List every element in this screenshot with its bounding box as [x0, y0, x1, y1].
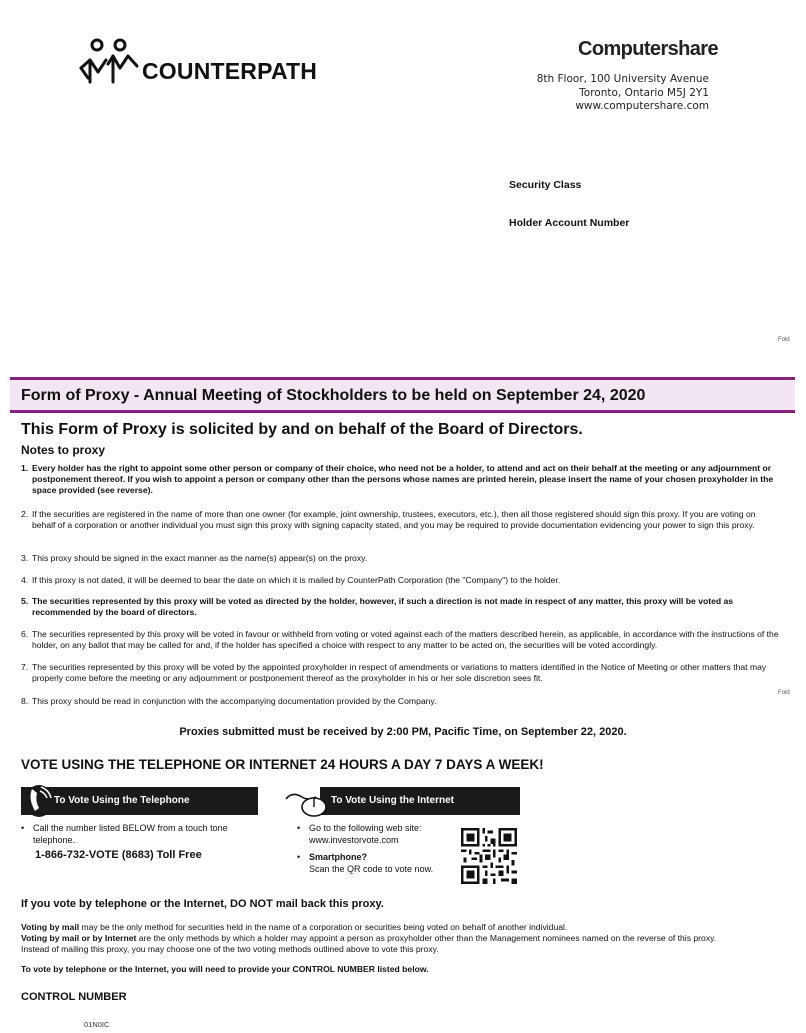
counterpath-logo: [78, 38, 318, 90]
control-number-heading: CONTROL NUMBER: [21, 991, 127, 1003]
telephone-vote-bar: [21, 787, 258, 815]
address-line-2: Toronto, Ontario M5J 2Y1: [579, 86, 709, 99]
smartphone-scan-text: Scan the QR code to vote now.: [309, 863, 434, 874]
qr-code-icon[interactable]: [461, 828, 517, 884]
note-item: 4. If this proxy is not dated, it will be deemed to bear the date on which it is mailed by CounterPath Corporation (the "Company") to the holder.: [21, 575, 561, 585]
solicitation-heading: This Form of Proxy is solicited by and on behalf of the Board of Directors.: [21, 421, 583, 438]
note-item: 2. If the securities are registered in the name of more than one owner (for example, joint ownership, trustees, executors, etc.), then all those registered should sign this proxy. If you are voting on behalf of a corporation or another individual you must sign this proxy with signing capacity stated, and you may be required to provide documentation evidencing your power to sign this proxy.: [21, 509, 756, 531]
telephone-bullet: • Call the number listed BELOW from a touch tone telephone.: [21, 823, 261, 846]
note-item: 3. This proxy should be signed in the exact manner as the name(s) appear(s) on the proxy.: [21, 553, 368, 563]
counterpath-figures-icon: [78, 38, 140, 90]
note-item: 1. Every holder has the right to appoint some other person or company of their choice, who need not be a holder, to attend and act on their behalf at the meeting or any adjournment or postponement thereof. If you wish to appoint a person or company other than the persons whose names are printed herein, please insert the name of your chosen proxyholder in the space provided (see reverse).: [21, 463, 774, 496]
computershare-logo: [578, 38, 719, 61]
note-item: 6. The securities represented by this proxy will be voted in favour or withheld from voting or voted against each of the matters described herein, as applicable, in accordance with the instructions of the holder, on any ballot that may be called for and, if the holder has specified a choice with respect to any matter to be acted on, the securities will be voted accordingly.: [21, 629, 779, 651]
internet-bullet: • Go to the following web site: www.investorvote.com: [297, 823, 422, 845]
security-class-label: Security Class: [509, 179, 582, 191]
smartphone-bullet: • Smartphone? Scan the QR code to vote now.: [297, 852, 434, 874]
telephone-vote-title: To Vote Using the Telephone: [54, 795, 190, 806]
deadline-notice: Proxies submitted must be received by 2:00 PM, Pacific Time, on September 22, 2020.: [179, 726, 627, 738]
vote-heading: VOTE USING THE TELEPHONE OR INTERNET 24 HOURS A DAY 7 DAYS A WEEK!: [21, 757, 544, 772]
mail-p2-text: are the only methods by which a holder may appoint a person as proxyholder other than the Management nominees named on the reverse of this proxy.: [136, 933, 717, 943]
fold-mark-middle: Fold: [778, 690, 790, 696]
address-line-1: 8th Floor, 100 University Avenue: [536, 73, 709, 85]
mail-p1-bold: Voting by mail: [21, 922, 80, 932]
mail-p3-text: Instead of mailing this proxy, you may choose one of the two voting methods outlined above to vote this proxy.: [21, 944, 439, 954]
form-title-band: [10, 377, 795, 413]
smartphone-label: Smartphone?: [309, 852, 368, 862]
computershare-address: [537, 73, 709, 114]
fold-mark-top: Fold: [778, 337, 790, 343]
notes-heading: Notes to proxy: [21, 443, 106, 457]
form-code: 01N0IC: [84, 1020, 110, 1029]
control-number-note: To vote by telephone or the Internet, you will need to provide your CONTROL NUMBER listed below.: [21, 964, 429, 974]
do-not-mail-heading: If you vote by telephone or the Internet, DO NOT mail back this proxy.: [21, 898, 384, 910]
counterpath-wordmark: COUNTERPATH: [142, 57, 318, 84]
mail-p1-text: may be the only method for securities held in the name of a corporation or securities being voted on behalf of another individual.: [79, 922, 568, 932]
internet-vote-bar: [280, 787, 520, 815]
internet-vote-title: To Vote Using the Internet: [331, 795, 454, 806]
investorvote-url[interactable]: www.investorvote.com: [309, 834, 399, 845]
holder-account-label: Holder Account Number: [509, 217, 630, 229]
computershare-wordmark: Computershare: [578, 38, 719, 60]
note-item: 7. The securities represented by this proxy will be voted by the appointed proxyholder in respect of amendments or variations to matters identified in the Notice of Meeting or other matters that may properly come before the meeting or any adjournment or postponement thereof as the proxyholder in his or her sole discretion sees fit.: [21, 662, 767, 684]
note-item: 5. The securities represented by this proxy will be voted as directed by the holder, however, if such a direction is not made in respect of any matter, this proxy will be voted as recommended by the board of directors.: [21, 596, 734, 618]
note-item: 8. This proxy should be read in conjunction with the accompanying documentation provided by the Company.: [21, 696, 437, 706]
internet-goto-text: Go to the following web site:: [309, 823, 422, 833]
telephone-call-text: Call the number listed BELOW from a touch tone telephone.: [33, 823, 228, 845]
telephone-icon: [23, 781, 57, 822]
mouse-icon: [282, 789, 330, 824]
form-title: Form of Proxy - Annual Meeting of Stockholders to be held on September 24, 2020: [21, 387, 646, 404]
toll-free-number: 1-866-732-VOTE (8683) Toll Free: [35, 849, 202, 861]
mail-instructions: [21, 922, 791, 955]
address-line-3: www.computershare.com: [575, 100, 709, 112]
mail-p2-bold: Voting by mail or by Internet: [21, 933, 137, 943]
